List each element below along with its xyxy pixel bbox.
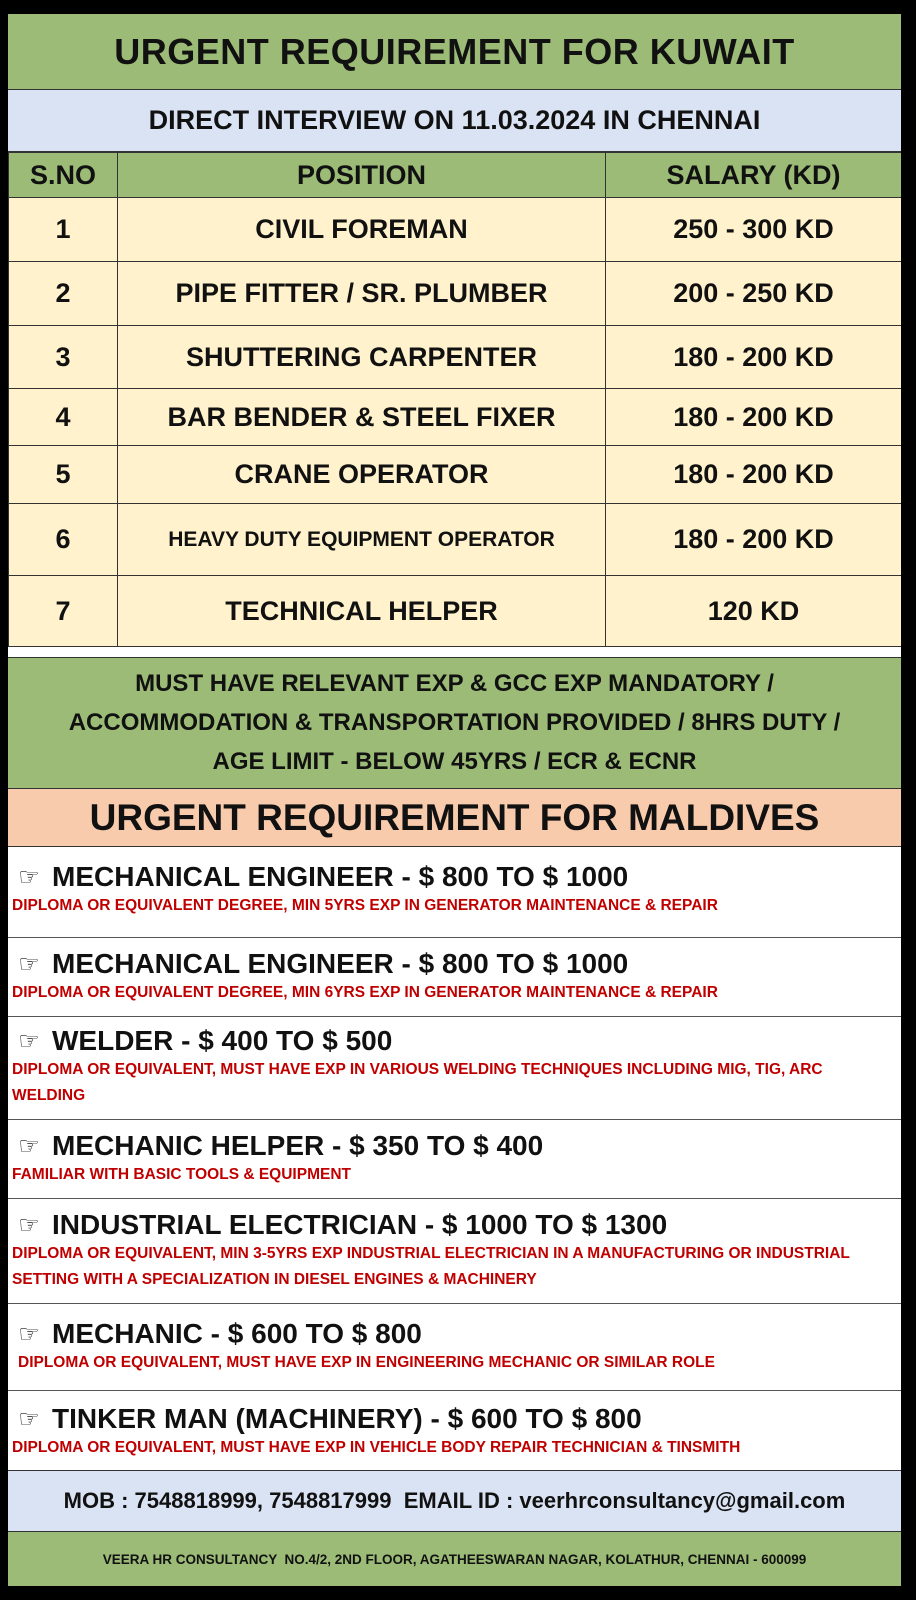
job-description: DIPLOMA OR EQUIVALENT, MIN 3-5YRS EXP INDUSTRIAL ELECTRICIAN IN A MANUFACTURING OR INDUSTRIAL SETTING WITH A SPECIALIZATION IN DIESEL ENGINES & MACHINERY: [12, 1245, 850, 1288]
job-title: MECHANIC - $ 600 TO $ 800: [52, 1318, 422, 1349]
condition-line: ACCOMMODATION & TRANSPORTATION PROVIDED / 8HRS DUTY /: [68, 709, 841, 736]
list-item: [8, 847, 901, 938]
job-title: INDUSTRIAL ELECTRICIAN - $ 1000 TO $ 1300: [52, 1209, 668, 1240]
condition-line: AGE LIMIT - BELOW 45YRS / ECR & ECNR: [212, 748, 697, 775]
pointing-hand-icon: ☞: [18, 1405, 40, 1433]
job-poster: [8, 14, 901, 1586]
pointing-hand-icon: ☞: [18, 863, 40, 891]
job-description: DIPLOMA OR EQUIVALENT, MUST HAVE EXP IN VEHICLE BODY REPAIR TECHNICIAN & TINSMITH: [12, 1439, 741, 1456]
pointing-hand-icon: ☞: [18, 1132, 40, 1160]
list-item: [8, 1120, 901, 1199]
job-title: MECHANICAL ENGINEER - $ 800 TO $ 1000: [52, 948, 629, 979]
cell-position: HEAVY DUTY EQUIPMENT OPERATOR: [118, 504, 606, 576]
maldives-title: URGENT REQUIREMENT FOR MALDIVES: [8, 789, 901, 847]
job-title: TINKER MAN (MACHINERY) - $ 600 TO $ 800: [52, 1403, 642, 1434]
list-item: [8, 1199, 901, 1304]
cell-position: BAR BENDER & STEEL FIXER: [118, 389, 606, 446]
pointing-hand-icon: ☞: [18, 1320, 40, 1348]
list-item: [8, 1391, 901, 1470]
header-position: POSITION: [118, 153, 606, 198]
kuwait-conditions: [8, 657, 901, 789]
table-row: [9, 576, 902, 647]
interview-banner: DIRECT INTERVIEW ON 11.03.2024 IN CHENNAI: [8, 90, 901, 152]
job-title: MECHANICAL ENGINEER - $ 800 TO $ 1000: [52, 861, 629, 892]
pointing-hand-icon: ☞: [18, 950, 40, 978]
cell-sno: 4: [9, 389, 118, 446]
cell-position: SHUTTERING CARPENTER: [118, 326, 606, 389]
table-header: [9, 153, 902, 198]
header-salary: SALARY (KD): [606, 153, 902, 198]
table-row: [9, 326, 902, 389]
cell-sno: 5: [9, 446, 118, 504]
cell-salary: 120 KD: [606, 576, 902, 647]
table-row: [9, 198, 902, 262]
footer-address: VEERA HR CONSULTANCY NO.4/2, 2ND FLOOR, AGATHEESWARAN NAGAR, KOLATHUR, CHENNAI - 600099: [8, 1532, 901, 1586]
table-row: [9, 504, 902, 576]
table-row: [9, 389, 902, 446]
cell-position: CIVIL FOREMAN: [118, 198, 606, 262]
cell-position: TECHNICAL HELPER: [118, 576, 606, 647]
pointing-hand-icon: ☞: [18, 1027, 40, 1055]
contact-text: MOB : 7548818999, 7548817999 EMAIL ID : veerhrconsultancy@gmail.com: [63, 1488, 846, 1513]
kuwait-jobs-table: [8, 152, 901, 647]
list-item: [8, 1017, 901, 1120]
cell-salary: 180 - 200 KD: [606, 326, 902, 389]
cell-salary: 200 - 250 KD: [606, 262, 902, 326]
cell-sno: 1: [9, 198, 118, 262]
table-row: [9, 262, 902, 326]
cell-position: PIPE FITTER / SR. PLUMBER: [118, 262, 606, 326]
cell-position: CRANE OPERATOR: [118, 446, 606, 504]
cell-sno: 2: [9, 262, 118, 326]
condition-line: MUST HAVE RELEVANT EXP & GCC EXP MANDATORY /: [135, 670, 774, 697]
cell-sno: 6: [9, 504, 118, 576]
header-sno: S.NO: [9, 153, 118, 198]
job-description: DIPLOMA OR EQUIVALENT DEGREE, MIN 6YRS EXP IN GENERATOR MAINTENANCE & REPAIR: [12, 984, 718, 1001]
job-description: DIPLOMA OR EQUIVALENT DEGREE, MIN 5YRS EXP IN GENERATOR MAINTENANCE & REPAIR: [12, 897, 718, 914]
list-item: [8, 1304, 901, 1391]
cell-salary: 180 - 200 KD: [606, 504, 902, 576]
job-title: MECHANIC HELPER - $ 350 TO $ 400: [52, 1130, 544, 1161]
kuwait-title: URGENT REQUIREMENT FOR KUWAIT: [8, 14, 901, 90]
job-title: WELDER - $ 400 TO $ 500: [52, 1025, 393, 1056]
job-description: DIPLOMA OR EQUIVALENT, MUST HAVE EXP IN ENGINEERING MECHANIC OR SIMILAR ROLE: [18, 1354, 715, 1371]
cell-sno: 3: [9, 326, 118, 389]
maldives-jobs-list: [8, 847, 901, 1470]
job-description: FAMILIAR WITH BASIC TOOLS & EQUIPMENT: [12, 1166, 351, 1183]
pointing-hand-icon: ☞: [18, 1211, 40, 1239]
cell-salary: 180 - 200 KD: [606, 446, 902, 504]
list-item: [8, 938, 901, 1017]
cell-salary: 250 - 300 KD: [606, 198, 902, 262]
cell-sno: 7: [9, 576, 118, 647]
table-row: [9, 446, 902, 504]
job-description: DIPLOMA OR EQUIVALENT, MUST HAVE EXP IN VARIOUS WELDING TECHNIQUES INCLUDING MIG, TIG, ARC WELDING: [12, 1061, 823, 1104]
cell-salary: 180 - 200 KD: [606, 389, 902, 446]
contact-info: [8, 1470, 901, 1532]
